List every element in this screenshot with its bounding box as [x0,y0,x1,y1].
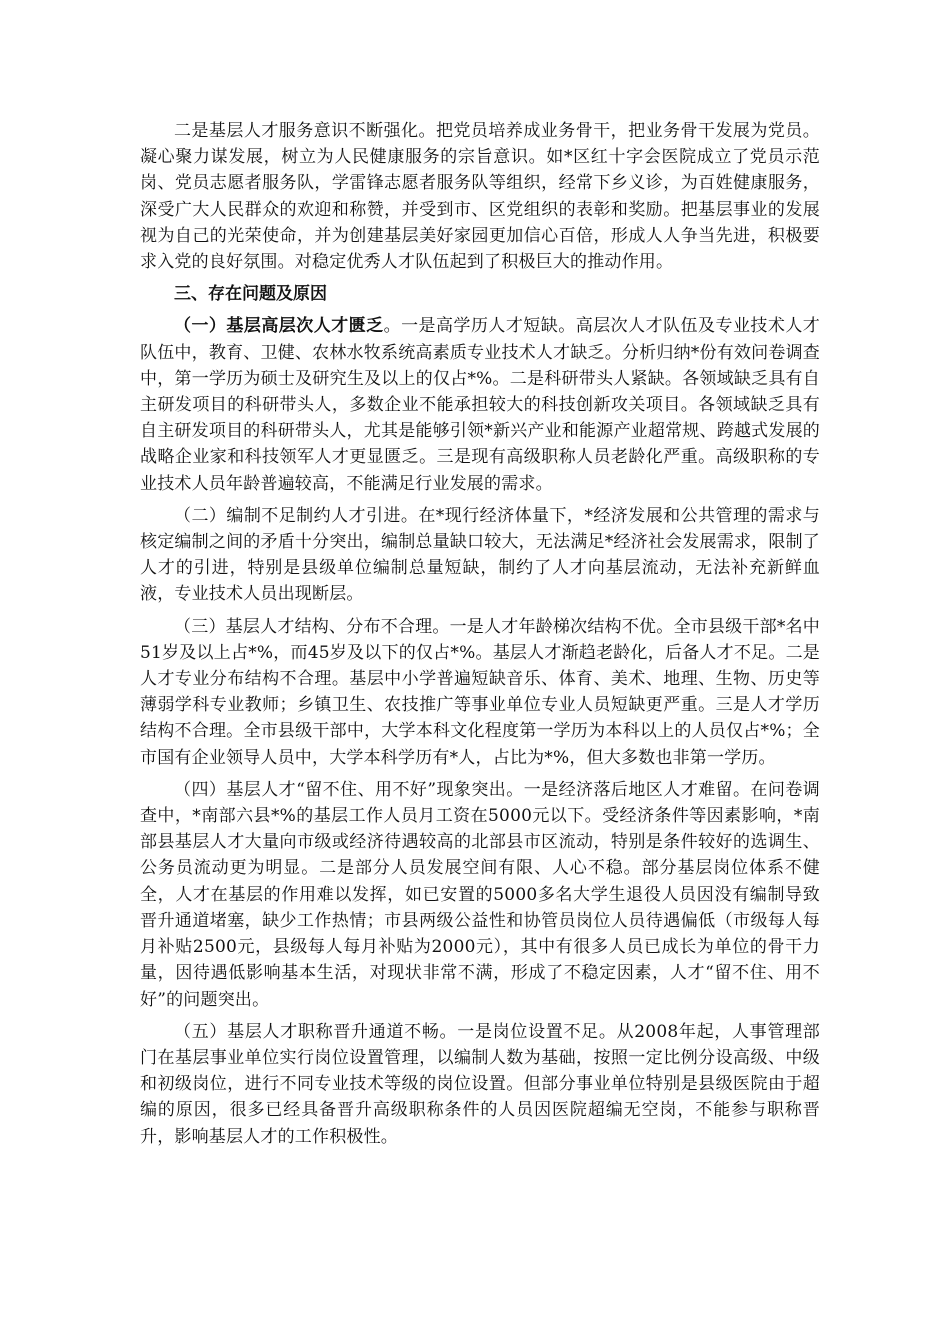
paragraph-staffing-limit: （二）编制不足制约人才引进。在*现行经济体量下，*经济发展和公共管理的需求与核定编制之间的矛盾十分突出，编制总量缺口较大，无法满足*经济社会发展需求，限制了人才的引进，特别是县级单位编制总量短缺，制约了人才向基层流动，无法补充新鲜血液，专业技术人员出现断层。 [140,505,820,605]
paragraph-retention: （四）基层人才“留不住、用不好”现象突出。一是经济落后地区人才难留。在问卷调查中，*南部六县*%的基层工作人员月工资在5000元以下。受经济条件等因素影响，*南部县基层人才大量向市级或经济待遇较高的北部县市区流动，特别是条件较好的选调生、公务员流动更为明显。二是部分人员发展空间有限、人心不稳。部分基层岗位体系不健全，人才在基层的作用难以发挥，如已安置的5000多名大学生退役人员因没有编制导致晋升通道堵塞，缺少工作热情；市县两级公益性和协管员岗位人员待遇偏低（市级每人每月补贴2500元，县级每人每月补贴为2000元），其中有很多人员已成长为单位的骨干力量，因待遇低影响基本生活，对现状非常不满，形成了不稳定因素，人才“留不住、用不好”的问题突出。 [140,779,820,1010]
paragraph-structure-distribution: （三）基层人才结构、分布不合理。一是人才年龄梯次结构不优。全市县级干部*名中51岁及以上占*%，而45岁及以下的仅占*%。基层人才渐趋老龄化，后备人才不足。二是人才专业分布结构不合理。基层中小学普遍短缺音乐、体育、美术、地理、生物、历史等薄弱学科专业教师；乡镇卫生、农技推广等事业单位专业人员短缺更严重。三是人才学历结构不合理。全市县级干部中，大学本科文化程度第一学历为本科以上的人员仅占*%；全市国有企业领导人员中，大学本科学历有*人，占比为*%，但大多数也非第一学历。 [140,616,820,768]
section-heading-problems: 三、存在问题及原因 [174,284,327,305]
document-page [140,118,820,1156]
paragraph-title-promotion: （五）基层人才职称晋升通道不畅。一是岗位设置不足。从2008年起，人事管理部门在基层事业单位实行岗位设置管理，以编制人数为基础，按照一定比例分设高级、中级和初级岗位，进行不同专业技术等级的岗位设置。但部分事业单位特别是县级医院由于超编的原因，很多已经具备晋升高级职称条件的人员因医院超编无空岗，不能参与职称晋升，影响基层人才的工作积极性。 [140,1021,820,1147]
paragraph-lead-high-level-talent: （一）基层高层次人才匮乏 [174,316,384,337]
paragraph-body-high-level-talent: 。一是高学历人才短缺。高层次人才队伍及专业技术人才队伍中，教育、卫健、农林水牧系统高素质专业技术人才缺乏。分析归纳*份有效问卷调查中，第一学历为硕士及研究生及以上的仅占*%。二是科研带头人紧缺。各领域缺乏具有自主研发项目的科研带头人，多数企业不能承担较大的科技创新攻关项目。各领域缺乏具有自主研发项目的科研带头人，尤其是能够引领*新兴产业和能源产业超常规、跨越式发展的战略企业家和科技领军人才更显匮乏。三是现有高级职称人员老龄化严重。高级职称的专业技术人员年龄普遍较高，不能满足行业发展的需求。 [140,316,821,494]
paragraph-high-level-talent [140,313,820,496]
paragraph-service-awareness: 二是基层人才服务意识不断强化。把党员培养成业务骨干，把业务骨干发展为党员。凝心聚力谋发展，树立为人民健康服务的宗旨意识。如*区红十字会医院成立了党员示范岗、党员志愿者服务队，学雷锋志愿者服务队等组织，经常下乡义诊，为百姓健康服务，深受广大人民群众的欢迎和称赞，并受到市、区党组织的表彰和奖励。把基层事业的发展视为自己的光荣使命，并为创建基层美好家园更加信心百倍，形成人人争当先进，积极要求入党的良好氛围。对稳定优秀人才队伍起到了积极巨大的推动作用。 [140,121,820,273]
